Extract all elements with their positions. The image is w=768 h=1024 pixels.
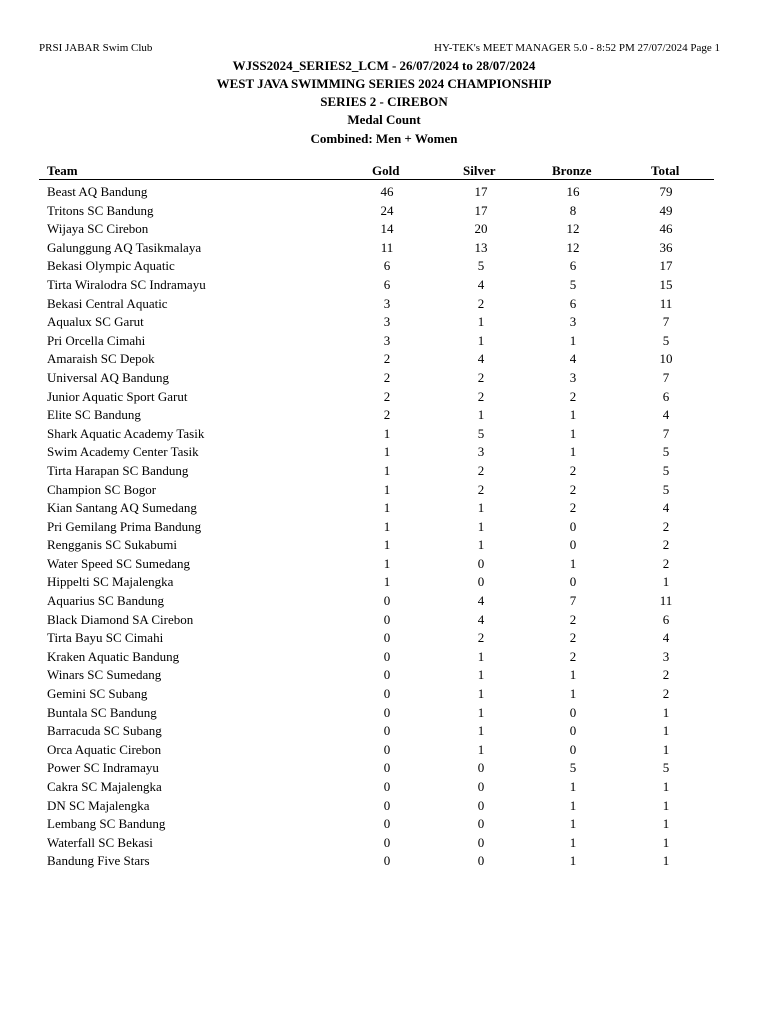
total-cell: 7 [662, 314, 670, 330]
silver-cell: 1 [477, 407, 485, 423]
gold-cell: 1 [383, 574, 391, 590]
gold-cell: 2 [383, 407, 391, 423]
gold-cell: 1 [383, 518, 391, 534]
total-cell: 36 [659, 239, 673, 255]
total-cell: 1 [662, 741, 670, 757]
gold-cell: 0 [383, 760, 391, 776]
silver-cell: 0 [477, 555, 485, 571]
bronze-cell: 8 [569, 202, 577, 218]
silver-cell: 0 [477, 834, 485, 850]
silver-cell: 4 [477, 611, 485, 627]
table-row [39, 425, 714, 444]
bronze-cell: 0 [569, 537, 577, 553]
bronze-cell: 3 [569, 314, 577, 330]
column-header-silver: Silver [463, 163, 496, 178]
bronze-cell: 12 [566, 239, 580, 255]
gold-cell: 1 [383, 555, 391, 571]
gold-cell: 1 [383, 425, 391, 441]
team-cell: Winars SC Sumedang [47, 667, 162, 683]
club-name: PRSI JABAR Swim Club [39, 42, 153, 54]
table-row [39, 183, 714, 202]
silver-cell: 17 [474, 202, 488, 218]
table-row [39, 815, 714, 834]
table-row [39, 778, 714, 797]
total-cell: 7 [662, 425, 670, 441]
table-row [39, 481, 714, 500]
team-cell: Tritons SC Bandung [47, 202, 154, 218]
silver-cell: 1 [477, 314, 485, 330]
gold-cell: 0 [383, 741, 391, 757]
team-cell: Bandung Five Stars [47, 853, 150, 869]
team-cell: Kian Santang AQ Sumedang [47, 500, 197, 516]
bronze-cell: 5 [569, 276, 577, 292]
gold-cell: 3 [383, 332, 391, 348]
silver-cell: 0 [477, 816, 485, 832]
gold-cell: 1 [383, 500, 391, 516]
total-cell: 11 [659, 593, 673, 609]
team-cell: Tirta Wiralodra SC Indramayu [47, 276, 206, 292]
table-row [39, 276, 714, 295]
team-cell: Black Diamond SA Cirebon [47, 611, 194, 627]
bronze-cell: 16 [566, 184, 580, 199]
table-row [39, 443, 714, 462]
total-cell: 2 [662, 667, 670, 683]
silver-cell: 2 [477, 388, 485, 404]
bronze-cell: 5 [569, 760, 577, 776]
table-row [39, 295, 714, 314]
total-cell: 1 [662, 816, 670, 832]
team-cell: Beast AQ Bandung [47, 184, 148, 199]
table-row [39, 518, 714, 537]
total-cell: 5 [662, 760, 670, 776]
table-row [39, 648, 714, 667]
silver-cell: 2 [477, 462, 485, 478]
total-cell: 2 [662, 518, 670, 534]
bronze-cell: 2 [569, 500, 577, 516]
gold-cell: 0 [383, 853, 391, 869]
silver-cell: 0 [477, 574, 485, 590]
bronze-cell: 0 [569, 574, 577, 590]
table-row [39, 685, 714, 704]
team-cell: Shark Aquatic Academy Tasik [47, 425, 205, 441]
bronze-cell: 0 [569, 704, 577, 720]
table-row [39, 611, 714, 630]
silver-cell: 2 [477, 630, 485, 646]
total-cell: 1 [662, 574, 670, 590]
team-cell: Amaraish SC Depok [47, 351, 155, 367]
bronze-cell: 1 [569, 853, 577, 869]
medal-table [39, 183, 714, 871]
bronze-cell: 2 [569, 388, 577, 404]
software-stamp: HY-TEK's MEET MANAGER 5.0 - 8:52 PM 27/07/2024 Page 1 [434, 42, 720, 54]
gold-cell: 0 [383, 816, 391, 832]
total-cell: 1 [662, 853, 670, 869]
gold-cell: 24 [380, 202, 394, 218]
silver-cell: 0 [477, 853, 485, 869]
gold-cell: 0 [383, 648, 391, 664]
total-cell: 15 [659, 276, 673, 292]
silver-cell: 13 [474, 239, 488, 255]
bronze-cell: 1 [569, 779, 577, 794]
team-cell: Wijaya SC Cirebon [47, 221, 149, 237]
table-row [39, 573, 714, 592]
team-cell: Kraken Aquatic Bandung [47, 648, 180, 664]
table-row [39, 462, 714, 481]
silver-cell: 0 [477, 779, 485, 794]
gold-cell: 1 [383, 444, 391, 460]
gold-cell: 0 [383, 834, 391, 850]
total-cell: 2 [662, 555, 670, 571]
team-cell: Rengganis SC Sukabumi [47, 537, 178, 553]
table-row [39, 759, 714, 778]
team-cell: DN SC Majalengka [47, 797, 150, 813]
bronze-cell: 0 [569, 723, 577, 739]
silver-cell: 4 [477, 351, 485, 367]
silver-cell: 4 [477, 593, 485, 609]
table-row [39, 666, 714, 685]
total-cell: 1 [662, 779, 670, 794]
team-cell: Pri Gemilang Prima Bandung [47, 518, 202, 534]
bronze-cell: 6 [569, 295, 577, 311]
silver-cell: 4 [477, 276, 485, 292]
total-cell: 4 [662, 500, 670, 516]
silver-cell: 0 [477, 797, 485, 813]
gold-cell: 0 [383, 667, 391, 683]
team-cell: Galunggung AQ Tasikmalaya [47, 239, 202, 255]
silver-cell: 1 [477, 537, 485, 553]
gold-cell: 2 [383, 369, 391, 385]
table-row [39, 239, 714, 258]
team-cell: Junior Aquatic Sport Garut [47, 388, 188, 404]
gold-cell: 14 [380, 221, 394, 237]
gold-cell: 0 [383, 630, 391, 646]
table-row [39, 555, 714, 574]
silver-cell: 5 [477, 258, 485, 274]
total-cell: 49 [659, 202, 673, 218]
gold-cell: 11 [380, 239, 394, 255]
table-row [39, 629, 714, 648]
silver-cell: 1 [477, 518, 485, 534]
team-cell: Power SC Indramayu [47, 760, 159, 776]
gold-cell: 2 [383, 351, 391, 367]
table-row [39, 704, 714, 723]
team-cell: Bekasi Olympic Aquatic [47, 258, 175, 274]
table-row [39, 388, 714, 407]
silver-cell: 0 [477, 760, 485, 776]
total-cell: 46 [659, 221, 673, 237]
gold-cell: 3 [383, 295, 391, 311]
table-row [39, 350, 714, 369]
silver-cell: 2 [477, 481, 485, 497]
combined-subtitle: Combined: Men + Women [310, 131, 458, 146]
team-cell: Water Speed SC Sumedang [47, 555, 191, 571]
bronze-cell: 2 [569, 630, 577, 646]
bronze-cell: 1 [569, 834, 577, 850]
team-cell: Lembang SC Bandung [47, 816, 166, 832]
table-row [39, 536, 714, 555]
table-row [39, 834, 714, 853]
silver-cell: 2 [477, 369, 485, 385]
silver-cell: 1 [477, 500, 485, 516]
team-cell: Bekasi Central Aquatic [47, 295, 168, 311]
bronze-cell: 3 [569, 369, 577, 385]
bronze-cell: 7 [569, 593, 577, 609]
gold-cell: 3 [383, 314, 391, 330]
gold-cell: 0 [383, 611, 391, 627]
column-header-team: Team [47, 163, 78, 178]
total-cell: 10 [659, 351, 673, 367]
gold-cell: 6 [383, 276, 391, 292]
team-cell: Cakra SC Majalengka [47, 779, 162, 794]
table-row [39, 220, 714, 239]
table-row [39, 332, 714, 351]
total-cell: 17 [659, 258, 673, 274]
bronze-cell: 6 [569, 258, 577, 274]
bronze-cell: 1 [569, 667, 577, 683]
gold-cell: 1 [383, 537, 391, 553]
table-row [39, 741, 714, 760]
silver-cell: 3 [477, 444, 485, 460]
team-cell: Waterfall SC Bekasi [47, 834, 153, 850]
gold-cell: 46 [380, 184, 394, 199]
gold-cell: 0 [383, 704, 391, 720]
column-header-total: Total [651, 163, 680, 178]
silver-cell: 1 [477, 332, 485, 348]
table-row [39, 257, 714, 276]
total-cell: 1 [662, 797, 670, 813]
bronze-cell: 2 [569, 611, 577, 627]
table-header [39, 163, 714, 180]
total-cell: 5 [662, 481, 670, 497]
bronze-cell: 0 [569, 741, 577, 757]
total-cell: 1 [662, 834, 670, 850]
gold-cell: 1 [383, 481, 391, 497]
gold-cell: 1 [383, 462, 391, 478]
table-row [39, 797, 714, 816]
silver-cell: 1 [477, 704, 485, 720]
bronze-cell: 1 [569, 797, 577, 813]
table-row [39, 369, 714, 388]
total-cell: 4 [662, 407, 670, 423]
total-cell: 2 [662, 686, 670, 702]
bronze-cell: 1 [569, 555, 577, 571]
total-cell: 1 [662, 704, 670, 720]
team-cell: Universal AQ Bandung [47, 369, 170, 385]
bronze-cell: 1 [569, 686, 577, 702]
total-cell: 6 [662, 611, 670, 627]
silver-cell: 5 [477, 425, 485, 441]
team-cell: Buntala SC Bandung [47, 704, 157, 720]
total-cell: 1 [662, 723, 670, 739]
championship-title: WEST JAVA SWIMMING SERIES 2024 CHAMPIONSHIP [216, 76, 552, 91]
team-cell: Elite SC Bandung [47, 407, 141, 423]
bronze-cell: 1 [569, 407, 577, 423]
gold-cell: 0 [383, 797, 391, 813]
column-header-bronze: Bronze [552, 163, 592, 178]
team-cell: Gemini SC Subang [47, 686, 148, 702]
total-cell: 4 [662, 630, 670, 646]
total-cell: 11 [659, 295, 673, 311]
team-cell: Swim Academy Center Tasik [47, 444, 199, 460]
team-cell: Tirta Bayu SC Cimahi [47, 630, 164, 646]
team-cell: Tirta Harapan SC Bandung [47, 462, 189, 478]
team-cell: Barracuda SC Subang [47, 723, 162, 739]
bronze-cell: 2 [569, 481, 577, 497]
column-header-gold: Gold [372, 163, 400, 178]
team-cell: Aqualux SC Garut [47, 314, 144, 330]
series-title: SERIES 2 - CIREBON [320, 94, 448, 109]
team-cell: Hippelti SC Majalengka [47, 574, 174, 590]
silver-cell: 1 [477, 648, 485, 664]
table-row [39, 592, 714, 611]
total-cell: 3 [662, 648, 670, 664]
bronze-cell: 0 [569, 518, 577, 534]
bronze-cell: 1 [569, 816, 577, 832]
report-titles [0, 57, 768, 129]
team-cell: Aquarius SC Bandung [47, 593, 164, 609]
gold-cell: 0 [383, 686, 391, 702]
bronze-cell: 1 [569, 444, 577, 460]
bronze-cell: 2 [569, 462, 577, 478]
team-cell: Pri Orcella Cimahi [47, 332, 146, 348]
gold-cell: 0 [383, 593, 391, 609]
table-row [39, 852, 714, 871]
total-cell: 5 [662, 332, 670, 348]
silver-cell: 1 [477, 723, 485, 739]
gold-cell: 2 [383, 388, 391, 404]
gold-cell: 6 [383, 258, 391, 274]
team-cell: Orca Aquatic Cirebon [47, 741, 162, 757]
total-cell: 5 [662, 444, 670, 460]
bronze-cell: 1 [569, 425, 577, 441]
table-row [39, 499, 714, 518]
bronze-cell: 12 [566, 221, 580, 237]
total-cell: 7 [662, 369, 670, 385]
silver-cell: 20 [474, 221, 488, 237]
bronze-cell: 4 [569, 351, 577, 367]
bronze-cell: 2 [569, 648, 577, 664]
report-title: Medal Count [347, 112, 421, 127]
silver-cell: 1 [477, 667, 485, 683]
total-cell: 2 [662, 537, 670, 553]
silver-cell: 1 [477, 741, 485, 757]
gold-cell: 0 [383, 779, 391, 794]
table-row [39, 313, 714, 332]
table-row [39, 202, 714, 221]
total-cell: 6 [662, 388, 670, 404]
gold-cell: 0 [383, 723, 391, 739]
meet-title: WJSS2024_SERIES2_LCM - 26/07/2024 to 28/07/2024 [232, 58, 536, 73]
table-row [39, 406, 714, 425]
team-cell: Champion SC Bogor [47, 481, 157, 497]
silver-cell: 17 [474, 184, 488, 199]
total-cell: 79 [659, 184, 673, 199]
table-row [39, 722, 714, 741]
silver-cell: 1 [477, 686, 485, 702]
silver-cell: 2 [477, 295, 485, 311]
total-cell: 5 [662, 462, 670, 478]
bronze-cell: 1 [569, 332, 577, 348]
